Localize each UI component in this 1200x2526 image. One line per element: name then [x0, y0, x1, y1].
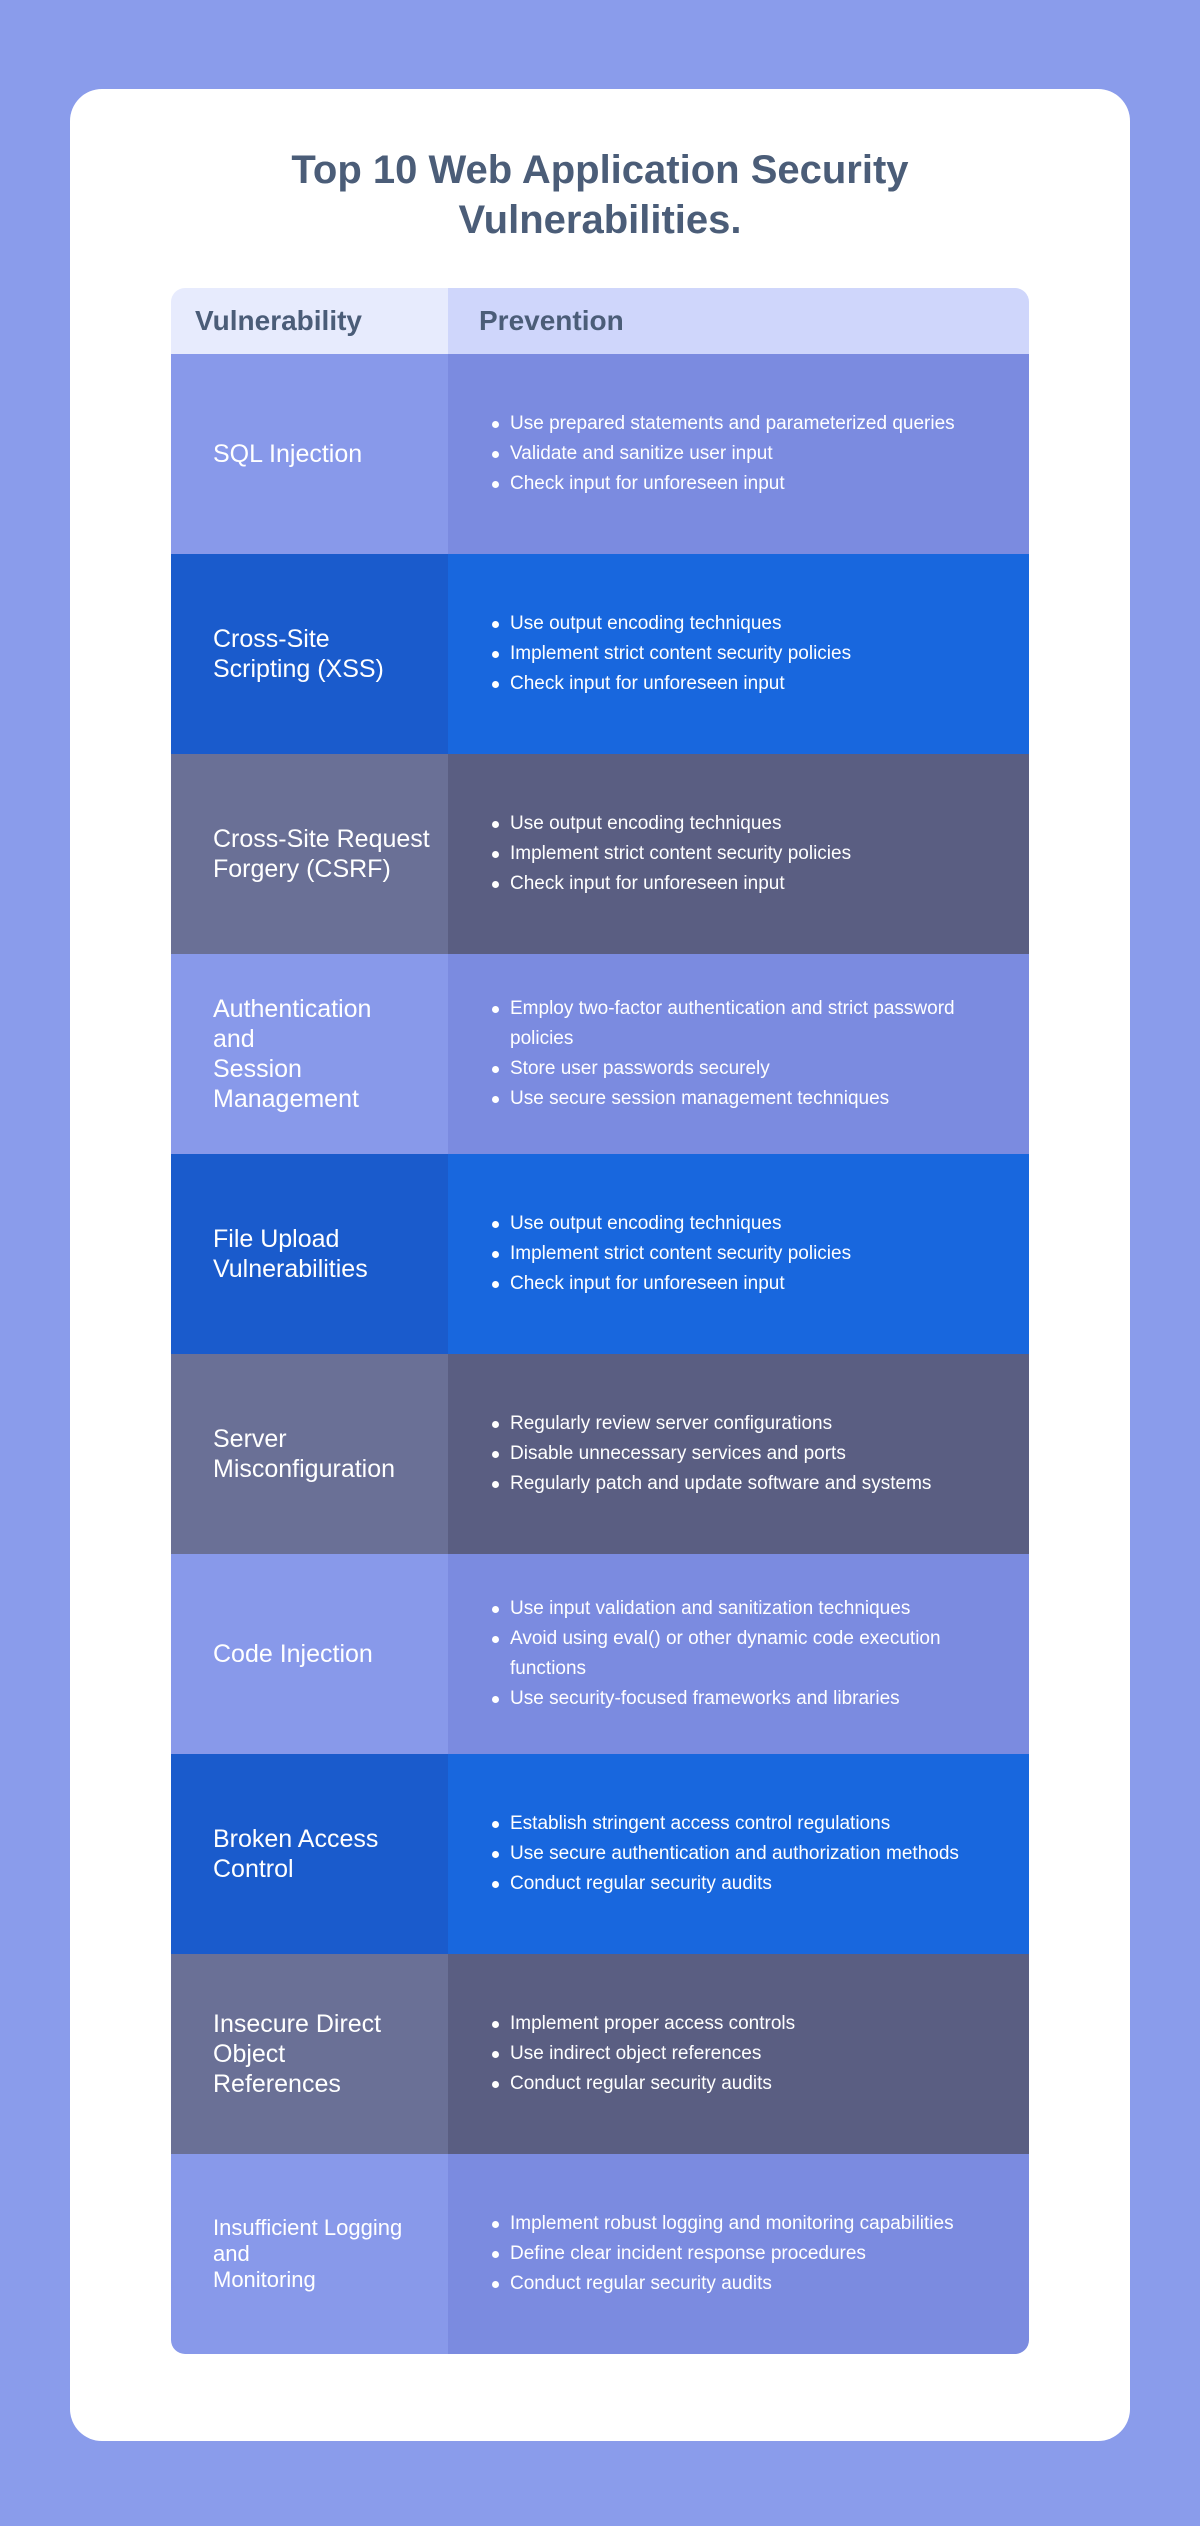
vulnerability-name: Insecure Direct Object References: [213, 2010, 382, 2098]
prevention-list: [492, 1594, 999, 1714]
header-vulnerability: Vulnerability: [171, 288, 448, 354]
vulnerability-name: Insufficient Logging and Monitoring: [213, 2215, 403, 2292]
prevention-item: Use prepared statements and parameterized queries: [510, 409, 955, 439]
prevention-list: [492, 1209, 851, 1299]
prevention-list: [492, 2009, 795, 2099]
prevention-item: Establish stringent access control regulations: [510, 1809, 959, 1839]
prevention-item: Define clear incident response procedures: [510, 2239, 954, 2269]
prevention-item: Check input for unforeseen input: [510, 1269, 851, 1299]
table-row: [171, 1354, 1029, 1554]
prevention-item: Use output encoding techniques: [510, 809, 851, 839]
vulnerability-name: Cross-Site Scripting (XSS): [213, 625, 384, 683]
vulnerability-name: Broken Access Control: [213, 1825, 379, 1883]
prevention-item: Implement robust logging and monitoring capabilities: [510, 2209, 954, 2239]
prevention-cell: [448, 1754, 1029, 1954]
table-body: [171, 354, 1029, 2354]
prevention-cell: [448, 354, 1029, 554]
table-row: [171, 1954, 1029, 2154]
prevention-list: [492, 2209, 954, 2299]
vulnerability-cell: [171, 2154, 448, 2354]
prevention-cell: [448, 754, 1029, 954]
prevention-cell: [448, 1154, 1029, 1354]
vulnerability-cell: [171, 1954, 448, 2154]
vulnerability-name: SQL Injection: [213, 440, 363, 468]
vulnerability-cell: [171, 554, 448, 754]
prevention-item: Implement strict content security policies: [510, 1239, 851, 1269]
prevention-list: [492, 409, 955, 499]
prevention-item: Conduct regular security audits: [510, 2069, 795, 2099]
vulnerability-table: [171, 288, 1029, 2354]
prevention-cell: [448, 2154, 1029, 2354]
table-row: [171, 1554, 1029, 1754]
table-row: [171, 754, 1029, 954]
prevention-list: [492, 1809, 959, 1899]
prevention-item: Employ two-factor authentication and strict password policies: [510, 994, 999, 1054]
prevention-item: Use indirect object references: [510, 2039, 795, 2069]
vulnerability-cell: [171, 1154, 448, 1354]
vulnerability-name: File Upload Vulnerabilities: [213, 1225, 368, 1283]
prevention-item: Disable unnecessary services and ports: [510, 1439, 931, 1469]
prevention-item: Implement proper access controls: [510, 2009, 795, 2039]
prevention-list: [492, 1409, 931, 1499]
prevention-list: [492, 994, 999, 1114]
vulnerability-cell: [171, 754, 448, 954]
vulnerability-cell: [171, 1754, 448, 1954]
vulnerability-name: Cross-Site Request Forgery (CSRF): [213, 825, 430, 883]
prevention-item: Store user passwords securely: [510, 1054, 999, 1084]
prevention-cell: [448, 954, 1029, 1154]
vulnerability-name: Authentication and Session Management: [213, 995, 372, 1113]
prevention-item: Use input validation and sanitization techniques: [510, 1594, 999, 1624]
page-title: [70, 145, 1130, 245]
title-line-1: Top 10 Web Application Security: [291, 148, 909, 192]
table-row: [171, 1154, 1029, 1354]
prevention-list: [492, 809, 851, 899]
prevention-item: Regularly patch and update software and systems: [510, 1469, 931, 1499]
vulnerability-cell: [171, 354, 448, 554]
prevention-item: Conduct regular security audits: [510, 2269, 954, 2299]
prevention-cell: [448, 554, 1029, 754]
vulnerability-cell: [171, 1354, 448, 1554]
prevention-item: Avoid using eval() or other dynamic code execution functions: [510, 1624, 999, 1684]
vulnerability-cell: [171, 1554, 448, 1754]
prevention-item: Validate and sanitize user input: [510, 439, 955, 469]
prevention-cell: [448, 1554, 1029, 1754]
prevention-item: Regularly review server configurations: [510, 1409, 931, 1439]
prevention-list: [492, 609, 851, 699]
table-row: [171, 2154, 1029, 2354]
table-row: [171, 1754, 1029, 1954]
prevention-item: Use secure session management techniques: [510, 1084, 999, 1114]
vulnerability-name: Server Misconfiguration: [213, 1425, 396, 1483]
prevention-item: Use secure authentication and authorization methods: [510, 1839, 959, 1869]
prevention-item: Check input for unforeseen input: [510, 869, 851, 899]
prevention-item: Use output encoding techniques: [510, 609, 851, 639]
vulnerability-name: Code Injection: [213, 1640, 373, 1668]
table-row: [171, 554, 1029, 754]
prevention-cell: [448, 1954, 1029, 2154]
table-row: [171, 354, 1029, 554]
prevention-item: Check input for unforeseen input: [510, 469, 955, 499]
table-header: [171, 288, 1029, 354]
infographic-card: [70, 89, 1130, 2441]
prevention-item: Implement strict content security policies: [510, 639, 851, 669]
prevention-cell: [448, 1354, 1029, 1554]
prevention-item: Use output encoding techniques: [510, 1209, 851, 1239]
title-line-2: Vulnerabilities.: [458, 198, 742, 242]
prevention-item: Use security-focused frameworks and libraries: [510, 1684, 999, 1714]
prevention-item: Implement strict content security policies: [510, 839, 851, 869]
prevention-item: Conduct regular security audits: [510, 1869, 959, 1899]
table-row: [171, 954, 1029, 1154]
header-prevention: Prevention: [448, 288, 1029, 354]
vulnerability-cell: [171, 954, 448, 1154]
prevention-item: Check input for unforeseen input: [510, 669, 851, 699]
